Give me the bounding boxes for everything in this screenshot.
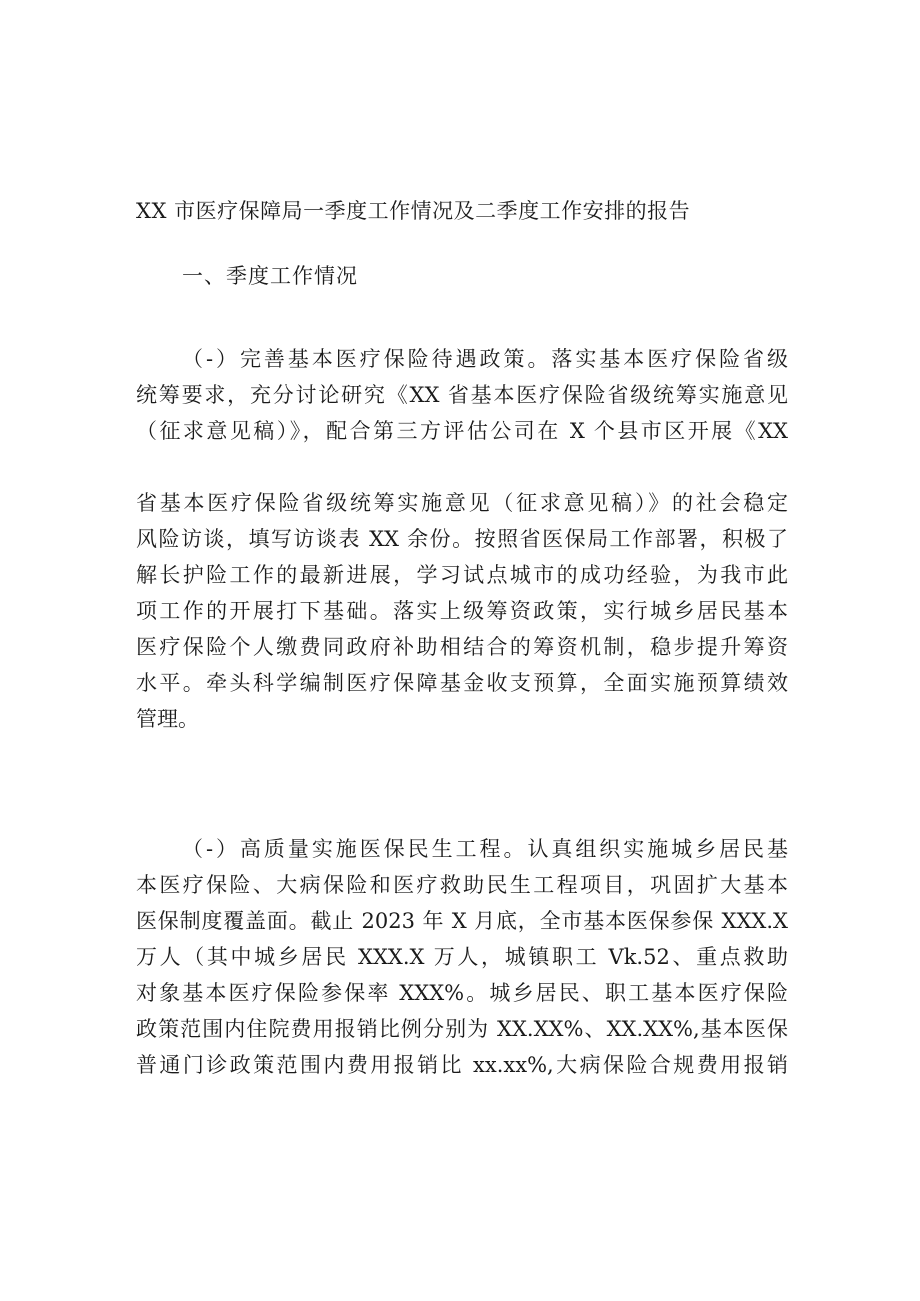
paragraph-line: 项工作的开展打下基础。落实上级筹资政策，实行城乡居民基本 xyxy=(136,599,788,623)
paragraph-line: 普通门诊政策范围内费用报销比 xx.xx%,大病保险合规费用报销 xyxy=(136,1053,788,1077)
paragraph-line: （-）高质量实施医保民生工程。认真组织实施城乡居民基 xyxy=(182,837,788,861)
paragraph-line: 医保制度覆盖面。截止 2023 年 X 月底，全市基本医保参保 XXX.X xyxy=(136,909,788,933)
paragraph-line: 风险访谈，填写访谈表 XX 余份。按照省医保局工作部署，积极了 xyxy=(136,527,788,551)
paragraph-line: 省基本医疗保险省级统筹实施意见（征求意见稿）》的社会稳定 xyxy=(136,491,788,515)
paragraph-line: （-）完善基本医疗保险待遇政策。落实基本医疗保险省级 xyxy=(182,347,788,371)
document-title: XX 市医疗保障局一季度工作情况及二季度工作安排的报告 xyxy=(136,199,691,223)
paragraph-line: 统筹要求，充分讨论研究《XX 省基本医疗保险省级统筹实施意见 xyxy=(136,383,788,407)
paragraph-line: 解长护险工作的最新进展，学习试点城市的成功经验，为我市此 xyxy=(136,563,788,587)
paragraph-line: 对象基本医疗保险参保率 XXX%。城乡居民、职工基本医疗保险 xyxy=(136,981,788,1005)
paragraph-line: 水平。牵头科学编制医疗保障基金收支预算，全面实施预算绩效 xyxy=(136,671,788,695)
paragraph-line: 本医疗保险、大病保险和医疗救助民生工程项目，巩固扩大基本 xyxy=(136,873,788,897)
paragraph-line: 医疗保险个人缴费同政府补助相结合的筹资机制，稳步提升筹资 xyxy=(136,635,788,659)
paragraph-line: （征求意见稿）》，配合第三方评估公司在 X 个县市区开展《XX xyxy=(136,419,788,443)
paragraph-line: 政策范围内住院费用报销比例分别为 XX.XX%、XX.XX%,基本医保 xyxy=(136,1017,788,1041)
paragraph-line: 万人（其中城乡居民 XXX.X 万人，城镇职工 Vk.52、重点救助 xyxy=(136,945,788,969)
section-heading: 一、季度工作情况 xyxy=(182,264,358,288)
paragraph-line: 管理。 xyxy=(136,707,199,731)
